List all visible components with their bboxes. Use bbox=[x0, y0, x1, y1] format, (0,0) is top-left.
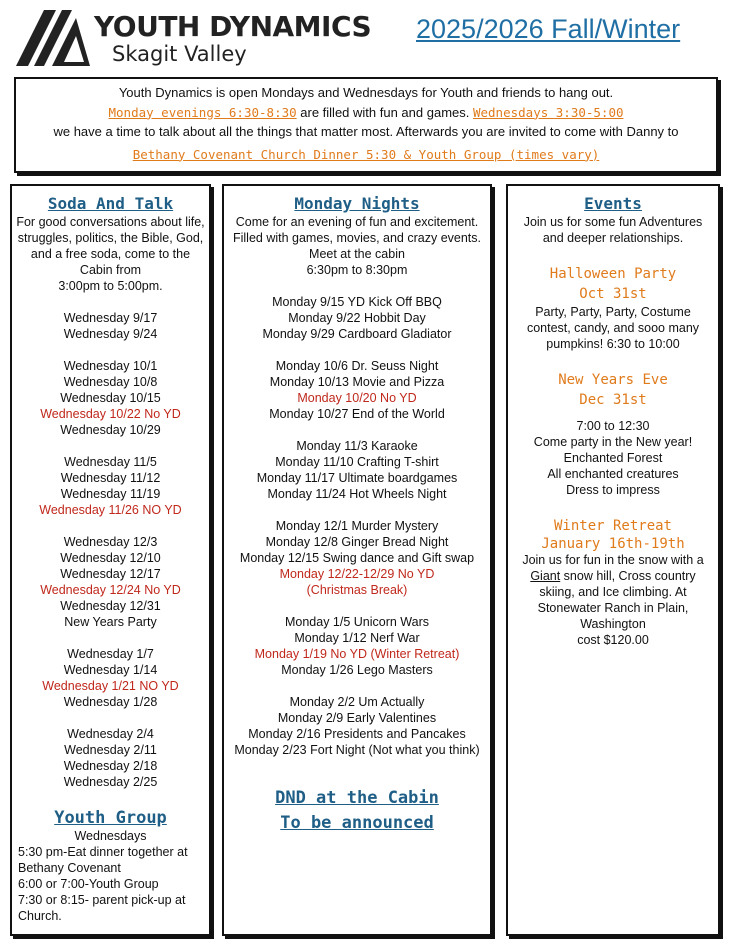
monday-description: Come for an evening of fun and excitement. Filled with games, movies, and crazy events. Meet at the cabin bbox=[232, 215, 482, 261]
monday-schedule-item: Monday 11/24 Hot Wheels Night bbox=[267, 487, 447, 501]
monday-schedule-item: Monday 2/16 Presidents and Pancakes bbox=[248, 727, 466, 741]
nye-line-2: Come party in the New year! bbox=[533, 435, 693, 449]
nye-line-4: All enchanted creatures bbox=[547, 467, 679, 481]
retreat-giant: Giant bbox=[530, 569, 561, 583]
retreat-description bbox=[508, 552, 718, 632]
logo bbox=[14, 6, 372, 70]
monday-time: 6:30pm to 8:30pm bbox=[306, 263, 408, 277]
wednesday-schedule-item: Wednesday 12/24 No YD bbox=[40, 583, 181, 597]
wednesday-schedule-item: Wednesday 12/10 bbox=[60, 551, 161, 565]
wednesday-schedule-item: Wednesday 11/5 bbox=[64, 455, 157, 469]
youth-dynamics-logo-icon bbox=[14, 6, 92, 68]
monday-schedule-item: Monday 11/10 Crafting T-shirt bbox=[275, 455, 439, 469]
monday-nights-column bbox=[222, 184, 492, 936]
intro-line-3: we have a time to talk about all the things that matter most. Afterwards you are invited to come with Danny to bbox=[53, 124, 679, 139]
wednesday-schedule-item: Wednesday 2/4 bbox=[67, 727, 154, 741]
wednesday-schedule-item: Wednesday 10/29 bbox=[60, 423, 161, 437]
wednesday-schedule-item: Wednesday 2/25 bbox=[63, 775, 158, 789]
monday-schedule-item: Monday 10/13 Movie and Pizza bbox=[269, 375, 445, 389]
retreat-desc-pre: Join us for fun in the snow with a bbox=[522, 553, 704, 567]
wednesday-schedule-item: Wednesday 9/24 bbox=[63, 327, 158, 341]
monday-schedule-item: Monday 2/2 Um Actually bbox=[289, 695, 425, 709]
monday-schedule-item: Monday 10/27 End of the World bbox=[269, 407, 445, 421]
dnd-line-1: DND at the Cabin bbox=[275, 788, 439, 808]
wednesday-highlight: Wednesdays 3:30-5:00 bbox=[472, 104, 624, 120]
monday-schedule-item: Monday 9/29 Cardboard Gladiator bbox=[262, 327, 452, 341]
soda-and-talk-column bbox=[10, 184, 211, 936]
youth-group-title: Youth Group bbox=[54, 808, 167, 828]
nye-title: New Years Eve bbox=[558, 372, 668, 388]
wednesday-schedule-item: New Years Party bbox=[64, 615, 157, 629]
dnd-line-2: To be announced bbox=[280, 813, 434, 833]
monday-schedule-item: Monday 11/17 Ultimate boardgames bbox=[256, 471, 458, 485]
monday-schedule-item: Monday 11/3 Karaoke bbox=[296, 439, 418, 453]
monday-schedule-item: Monday 10/6 Dr. Seuss Night bbox=[275, 359, 439, 373]
wednesday-schedule-item: Wednesday 10/15 bbox=[60, 391, 161, 405]
halloween-title: Halloween Party bbox=[549, 266, 677, 282]
org-name: YOUTH DYNAMICS bbox=[94, 10, 372, 43]
wednesday-schedule-item: Wednesday 2/18 bbox=[63, 759, 158, 773]
youth-group-line-2: 6:00 or 7:00-Youth Group bbox=[18, 877, 159, 891]
monday-schedule-item: Monday 10/20 No YD bbox=[297, 391, 417, 405]
wednesday-schedule-item: Wednesday 1/7 bbox=[67, 647, 154, 661]
monday-highlight: Monday evenings 6:30-8:30 bbox=[108, 104, 297, 120]
monday-schedule-item: Monday 1/19 No YD (Winter Retreat) bbox=[254, 647, 460, 661]
monday-schedule-item: Monday 12/8 Ginger Bread Night bbox=[265, 535, 449, 549]
intro-box bbox=[14, 77, 718, 173]
monday-schedule-item: Monday 9/15 YD Kick Off BBQ bbox=[272, 295, 442, 309]
org-subtitle: Skagit Valley bbox=[112, 42, 247, 66]
retreat-title: Winter Retreat bbox=[553, 518, 672, 534]
wednesday-schedule-item: Wednesday 11/12 bbox=[60, 471, 161, 485]
wednesday-schedule-item: Wednesday 12/17 bbox=[60, 567, 161, 581]
intro-line-1: Youth Dynamics is open Mondays and Wednesdays for Youth and friends to hang out. bbox=[118, 85, 614, 100]
wednesday-schedule-item: Wednesday 9/17 bbox=[63, 311, 158, 325]
nye-line-5: Dress to impress bbox=[566, 483, 660, 497]
monday-schedule-item: Monday 1/26 Lego Masters bbox=[281, 663, 433, 677]
wednesday-schedule-item: Wednesday 1/14 bbox=[63, 663, 158, 677]
retreat-cost: cost $120.00 bbox=[577, 633, 649, 647]
monday-title: Monday Nights bbox=[294, 194, 420, 213]
soda-schedule bbox=[12, 294, 209, 790]
monday-schedule-item: Monday 9/22 Hobbit Day bbox=[288, 311, 426, 325]
church-highlight: Bethany Covenant Church Dinner 5:30 & Youth Group (times vary) bbox=[132, 146, 600, 162]
halloween-date: Oct 31st bbox=[579, 286, 647, 302]
wednesday-schedule-item: Wednesday 10/22 No YD bbox=[40, 407, 181, 421]
wednesday-schedule-item: Wednesday 11/19 bbox=[60, 487, 161, 501]
nye-line-1: 7:00 to 12:30 bbox=[576, 419, 650, 433]
monday-schedule-item: Monday 12/1 Murder Mystery bbox=[275, 519, 439, 533]
monday-schedule-item: Monday 12/22-12/29 No YD bbox=[279, 567, 435, 581]
nye-date: Dec 31st bbox=[579, 392, 647, 408]
wednesday-schedule-item: Wednesday 12/31 bbox=[60, 599, 161, 613]
wednesday-schedule-item: Wednesday 1/28 bbox=[63, 695, 158, 709]
wednesday-schedule-item: Wednesday 11/26 NO YD bbox=[39, 503, 182, 517]
wednesday-schedule-item: Wednesday 1/21 NO YD bbox=[42, 679, 179, 693]
soda-title: Soda And Talk bbox=[47, 194, 174, 213]
halloween-description: Party, Party, Party, Costume contest, candy, and sooo many pumpkins! 6:30 to 10:00 bbox=[526, 305, 700, 351]
youth-group-line-3: 7:30 or 8:15- parent pick-up at Church. bbox=[18, 893, 186, 923]
retreat-date: January 16th-19th bbox=[541, 536, 685, 552]
monday-schedule-item: Monday 12/15 Swing dance and Gift swap bbox=[239, 551, 475, 565]
soda-time: 3:00pm to 5:00pm. bbox=[58, 279, 163, 293]
intro-line-2 bbox=[16, 103, 716, 123]
events-description: Join us for some fun Adventures and deeper relationships. bbox=[523, 215, 703, 245]
youth-group-day: Wednesdays bbox=[74, 829, 147, 843]
monday-schedule-item: Monday 1/5 Unicorn Wars bbox=[284, 615, 430, 629]
monday-schedule-item: Monday 2/23 Fort Night (Not what you think) bbox=[234, 743, 480, 757]
wednesday-schedule-item: Wednesday 10/8 bbox=[63, 375, 158, 389]
monday-schedule-item: (Christmas Break) bbox=[306, 583, 408, 597]
events-column bbox=[506, 184, 720, 936]
monday-schedule bbox=[224, 278, 490, 758]
wednesday-schedule-item: Wednesday 2/11 bbox=[64, 743, 157, 757]
monday-schedule-item: Monday 1/12 Nerf War bbox=[294, 631, 420, 645]
monday-schedule-item: Monday 2/9 Early Valentines bbox=[277, 711, 437, 725]
events-title: Events bbox=[584, 194, 642, 213]
soda-description: For good conversations about life, struggles, politics, the Bible, God, and a free soda, come to the Cabin from bbox=[16, 215, 205, 277]
wednesday-schedule-item: Wednesday 10/1 bbox=[63, 359, 158, 373]
season-title: 2025/2026 Fall/Winter bbox=[416, 14, 681, 44]
retreat-desc-post: snow hill, Cross country skiing, and Ice climbing. At Stonewater Ranch in Plain, Washington bbox=[537, 569, 696, 631]
wednesday-schedule-item: Wednesday 12/3 bbox=[63, 535, 158, 549]
intro-line-2-mid: are filled with fun and games. bbox=[296, 104, 473, 120]
youth-group-line-1: 5:30 pm-Eat dinner together at Bethany Covenant bbox=[18, 845, 188, 875]
nye-line-3: Enchanted Forest bbox=[563, 451, 663, 465]
